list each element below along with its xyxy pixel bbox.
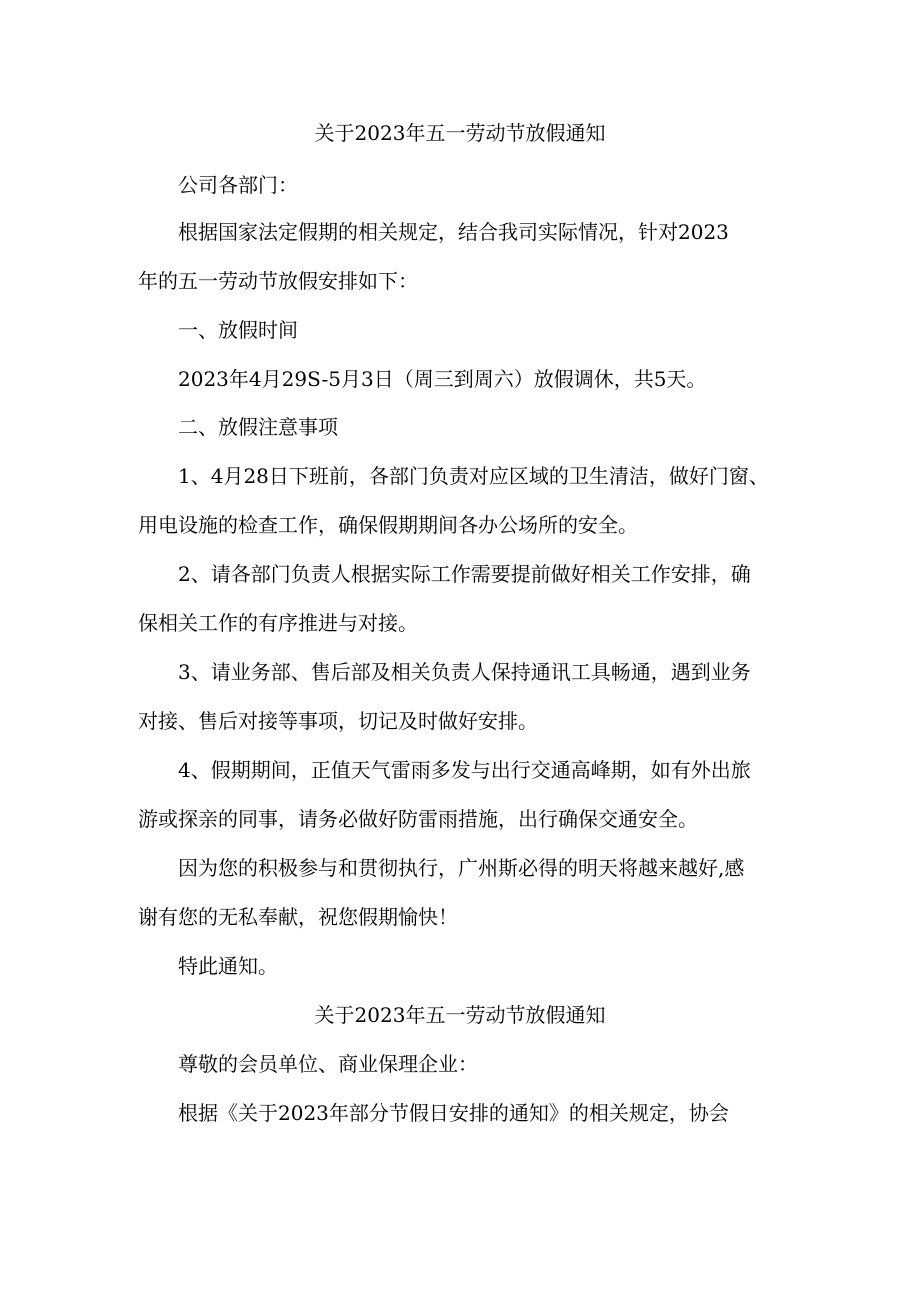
list-item-line: 1、4月28日下班前，各部门负责对应区域的卫生清洁，做好门窗、 [178,464,769,488]
salutation: 公司各部门： [178,173,298,197]
signoff: 特此通知。 [178,954,278,978]
intro-paragraph-line: 根据《关于2023年部分节假日安排的通知》的相关规定，协会 [178,1101,729,1125]
section-heading: 二、放假注意事项 [178,415,338,439]
intro-paragraph-line: 年的五一劳动节放假安排如下： [138,269,418,293]
notice-title: 关于2023年五一劳动节放假通知 [314,1003,606,1027]
notice-title: 关于2023年五一劳动节放假通知 [314,121,606,145]
section-heading: 一、放假时间 [178,318,298,342]
section-body: 2023年4月29S-5月3日（周三到周六）放假调休，共5天。 [178,367,707,391]
closing-paragraph-line: 谢有您的无私奉献，祝您假期愉快！ [138,905,458,929]
list-item-line: 3、请业务部、售后部及相关负责人保持通讯工具畅通，遇到业务 [178,660,751,684]
list-item-line: 对接、售后对接等事项，切记及时做好安排。 [138,709,538,733]
intro-paragraph-line: 根据国家法定假期的相关规定，结合我司实际情况，针对2023 [178,220,729,244]
list-item-line: 游或探亲的同事，请务必做好防雷雨措施，出行确保交通安全。 [138,807,698,831]
closing-paragraph-line: 因为您的积极参与和贯彻执行，广州斯必得的明天将越来越好,感 [178,856,745,880]
list-item-line: 4、假期期间，正值天气雷雨多发与出行交通高峰期，如有外出旅 [178,758,751,782]
list-item-line: 保相关工作的有序推进与对接。 [138,611,418,635]
list-item-line: 2、请各部门负责人根据实际工作需要提前做好相关工作安排，确 [178,562,751,586]
list-item-line: 用电设施的检查工作，确保假期期间各办公场所的安全。 [138,513,638,537]
salutation: 尊敬的会员单位、商业保理企业： [178,1052,478,1076]
